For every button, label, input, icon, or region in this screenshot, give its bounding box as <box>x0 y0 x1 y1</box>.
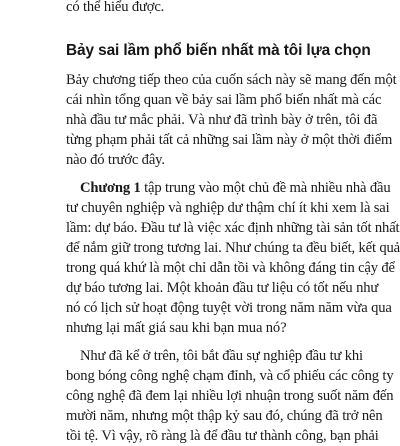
text-line: nhưng lại mất giá sau khi bạn mua nó? <box>66 320 287 336</box>
text-line: mười năm, nhưng một thập kỷ sau đó, chúng đã trở nên <box>66 408 383 424</box>
text-line: trong quá khứ là một chỉ dẫn tồi và không đáng tin cậy để <box>66 260 395 276</box>
text-line: cái nhìn tổng quan về bảy sai lầm phổ biến nhất mà các <box>66 92 382 108</box>
text-line: Như đã kể ở trên, tôi bắt đầu sự nghiệp đầu tư khi <box>80 348 363 364</box>
text-line <box>80 178 391 198</box>
text-line: từng phạm phải tất cả những sai lầm này ở một thời điểm <box>66 132 393 148</box>
text-line: bong bóng công nghệ chạm đỉnh, và cổ phiếu các công ty <box>66 368 394 384</box>
text-line: nó có lịch sử hoạt động tuyệt vời trong năm năm vừa qua <box>66 300 392 316</box>
text-line: công nghệ đã đem lại nhiều lợi nhuận trong suốt năm đến <box>66 388 394 404</box>
text-line: lầm: dự báo. Đầu tư là việc xác định những tài sản tốt nhất <box>66 220 400 236</box>
text-line: để nắm giữ trong tương lai. Như chúng ta đều biết, kết quả <box>66 240 400 256</box>
previous-paragraph-end: có thể hiểu được. <box>66 0 165 15</box>
section-heading: Bảy sai lầm phổ biến nhất mà tôi lựa chọn <box>66 42 371 59</box>
text-span: tập trung vào một chủ đề mà nhiều nhà đầu <box>140 180 391 196</box>
text-line: nào đó trước đây. <box>66 152 165 168</box>
text-line: tư chuyên nghiệp và nghiệp dư thậm chí ít khi xem là sai <box>66 200 390 216</box>
chapter-reference: Chương 1 <box>80 180 141 196</box>
text-line: dự báo tương lai. Một khoản đầu tư liệu có tốt nếu như <box>66 280 379 296</box>
text-line: Bảy chương tiếp theo của cuốn sách này sẽ mang đến một <box>66 72 397 88</box>
text-line: tồi tệ. Vì vậy, rõ ràng là để đầu tư thành công, bạn phải <box>66 428 379 444</box>
text-line: nhà đầu tư mắc phải. Và như đã trình bày ở trên, tôi đã <box>66 112 378 128</box>
